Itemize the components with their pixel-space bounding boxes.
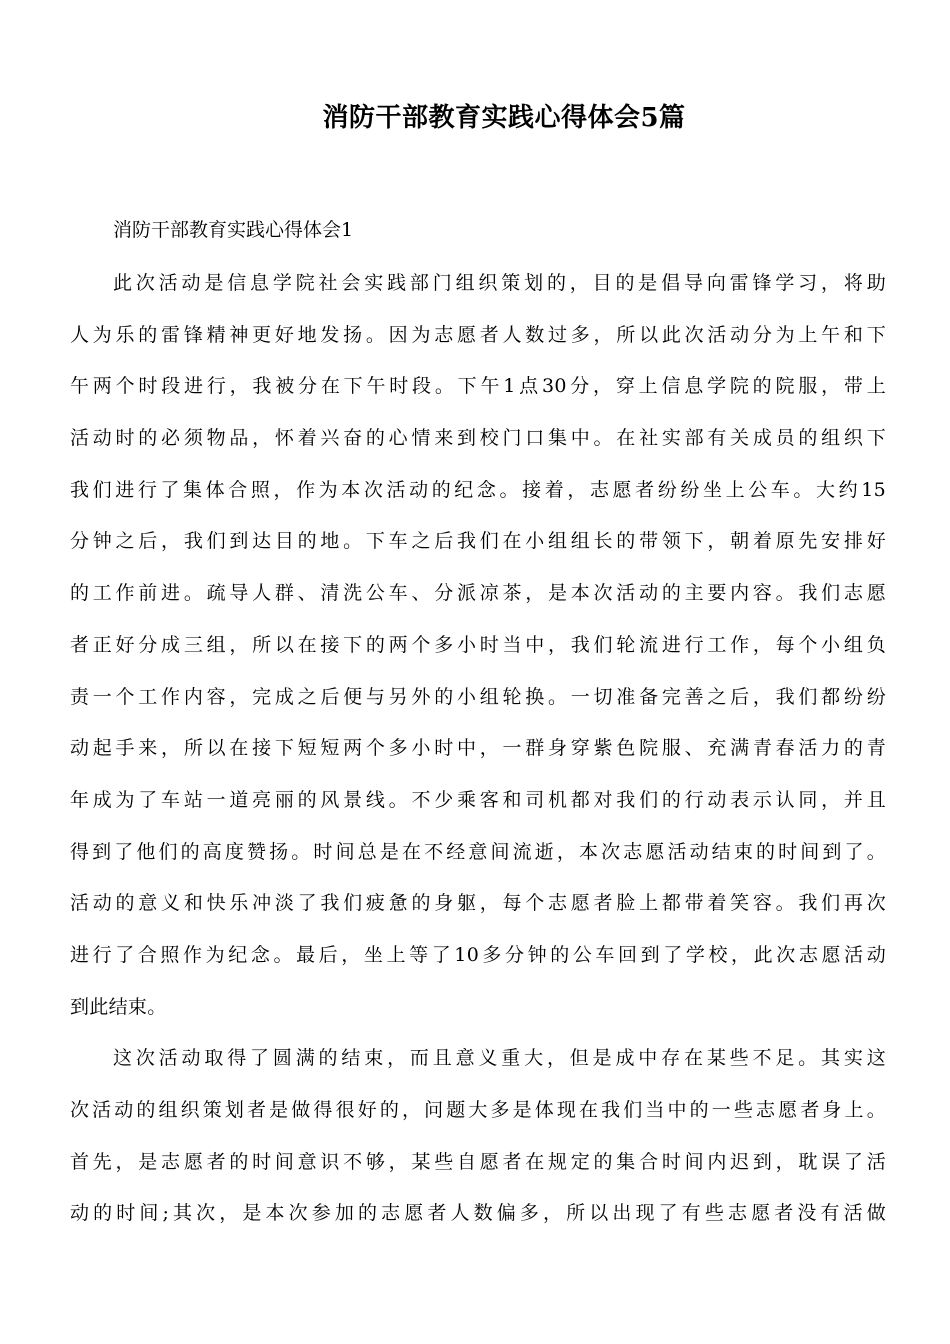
text-line: 分钟之后，我们到达目的地。下车之后我们在小组组长的带领下，朝着原先安排好: [70, 530, 886, 553]
text-line: 首先，是志愿者的时间意识不够，某些自愿者在规定的集合时间内迟到，耽误了活: [70, 1150, 886, 1173]
text-line: 进行了合照作为纪念。最后，坐上等了10多分钟的公车回到了学校，此次志愿活动: [70, 943, 886, 966]
text-line: 我们进行了集体合照，作为本次活动的纪念。接着，志愿者纷纷坐上公车。大约15: [70, 478, 886, 501]
document-title: 消防干部教育实践心得体会5篇: [322, 103, 686, 133]
text-line: 动起手来，所以在接下短短两个多小时中，一群身穿紫色院服、充满青春活力的青: [70, 737, 886, 760]
text-line: 午两个时段进行，我被分在下午时段。下午1点30分，穿上信息学院的院服，带上: [70, 375, 886, 398]
paragraph-2: [70, 1039, 886, 1246]
section-heading: 消防干部教育实践心得体会1: [113, 219, 354, 241]
text-line: 责一个工作内容，完成之后便与另外的小组轮换。一切准备完善之后，我们都纷纷: [70, 685, 886, 708]
paragraph-1: [70, 264, 886, 1039]
text-line: 这次活动取得了圆满的结束，而且意义重大，但是成中存在某些不足。其实这: [113, 1047, 886, 1070]
text-line: 动的时间;其次，是本次参加的志愿者人数偏多，所以出现了有些志愿者没有活做: [70, 1202, 886, 1225]
text-line: 人为乐的雷锋精神更好地发扬。因为志愿者人数过多，所以此次活动分为上午和下: [70, 323, 886, 346]
text-line: 到此结束。: [70, 995, 167, 1018]
text-line: 此次活动是信息学院社会实践部门组织策划的，目的是倡导向雷锋学习，将助: [113, 272, 886, 294]
text-line: 活动时的必须物品，怀着兴奋的心情来到校门口集中。在社实部有关成员的组织下: [70, 427, 886, 450]
text-line: 的工作前进。疏导人群、清洗公车、分派凉茶，是本次活动的主要内容。我们志愿: [70, 582, 886, 605]
text-line: 次活动的组织策划者是做得很好的，问题大多是体现在我们当中的一些志愿者身上。: [70, 1099, 886, 1121]
text-line: 得到了他们的高度赞扬。时间总是在不经意间流逝，本次志愿活动结束的时间到了。: [70, 840, 886, 863]
document-body: [70, 211, 886, 1246]
text-line: 者正好分成三组，所以在接下的两个多小时当中，我们轮流进行工作，每个小组负: [70, 633, 886, 656]
text-line: 活动的意义和快乐冲淡了我们疲惫的身躯，每个志愿者脸上都带着笑容。我们再次: [70, 892, 886, 915]
text-line: 年成为了车站一道亮丽的风景线。不少乘客和司机都对我们的行动表示认同，并且: [70, 788, 886, 811]
